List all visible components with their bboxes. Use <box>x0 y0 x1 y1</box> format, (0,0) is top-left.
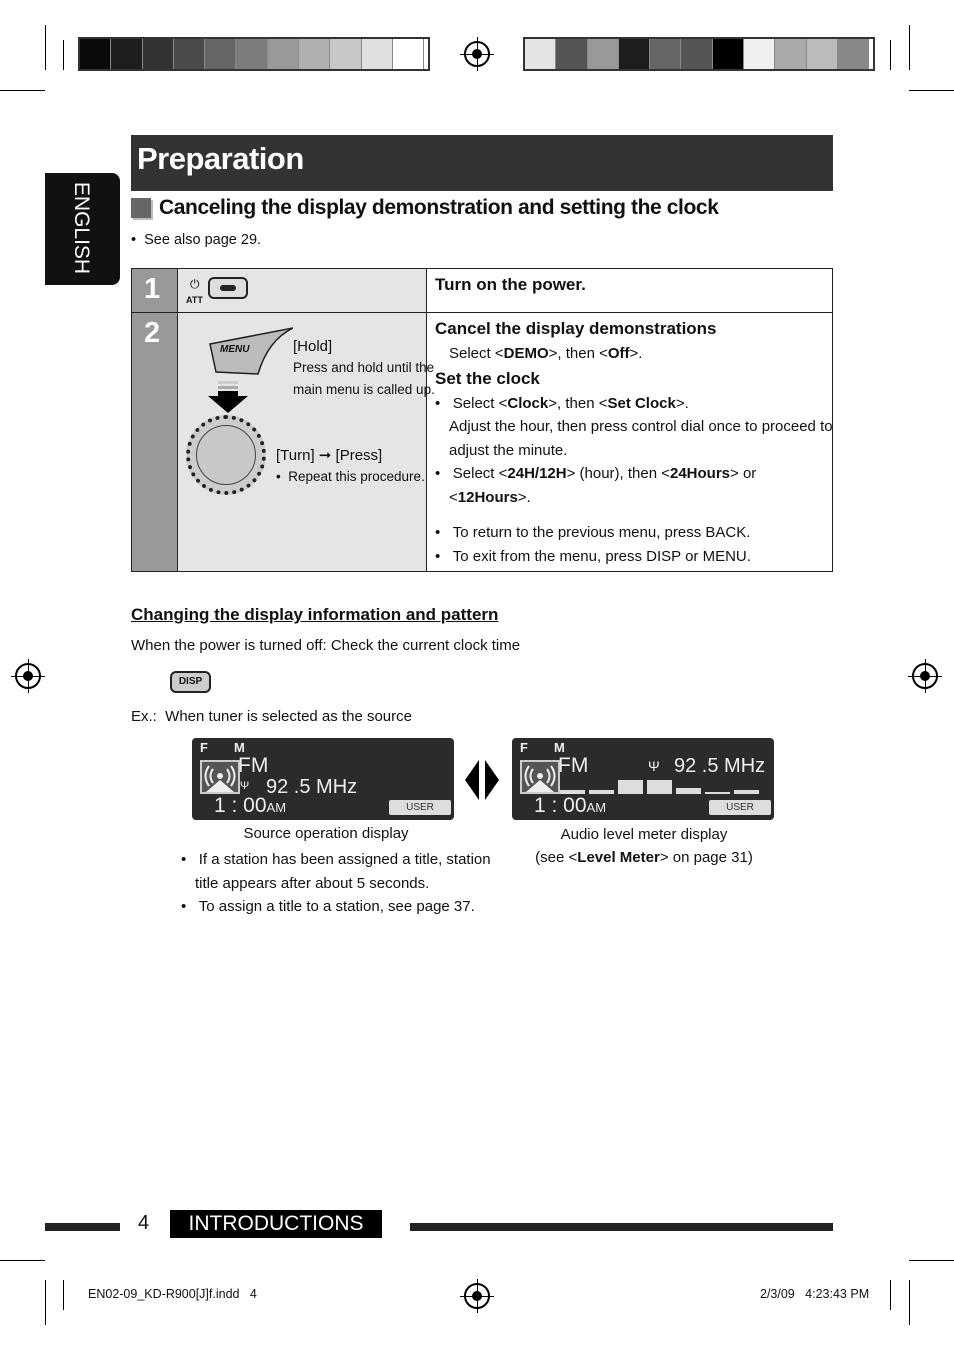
registration-mark-icon <box>15 663 41 689</box>
m-indicator: M <box>234 740 245 755</box>
right-subcaption: (see <Level Meter> on page 31) <box>535 849 753 866</box>
disp-button[interactable]: DISP <box>170 671 211 693</box>
left-bullet: • To assign a title to a station, see page 37. <box>181 898 475 915</box>
right-arrow-icon: ➞ <box>318 447 332 464</box>
crop-mark <box>909 1280 910 1325</box>
source-operation-display <box>192 738 454 820</box>
color-bar-right <box>523 37 875 71</box>
cancel-instruction: Select <DEMO>, then <Off>. <box>449 345 643 362</box>
antenna-icon <box>520 760 560 794</box>
swap-arrows-icon <box>465 760 499 800</box>
control-dial[interactable] <box>186 415 266 495</box>
hold-description: Press and hold until the <box>293 360 435 375</box>
step-number: 2 <box>144 317 161 349</box>
page-number: 4 <box>138 1212 150 1234</box>
step-number-column <box>132 269 177 571</box>
hold-description: main menu is called up. <box>293 382 435 397</box>
hold-label: [Hold] <box>293 338 333 355</box>
clock-step: Adjust the hour, then press control dial once to proceed to <box>449 418 833 435</box>
band-label: FM <box>558 754 589 777</box>
step-illustration-column <box>177 269 435 571</box>
registration-mark-icon <box>464 1283 490 1309</box>
clock-readout: 1 : 00AM <box>214 794 287 817</box>
footer-bar-left <box>45 1223 120 1231</box>
crop-mark <box>909 25 910 70</box>
registration-mark-icon <box>464 41 490 67</box>
crop-mark <box>890 40 891 70</box>
section-label: INTRODUCTIONS <box>170 1210 382 1238</box>
section-square-icon <box>131 198 151 218</box>
language-tab <box>45 173 120 285</box>
step-1-heading: Turn on the power. <box>435 275 586 294</box>
turn-press-label: [Turn] ➞ [Press] <box>276 447 383 464</box>
crop-mark <box>0 90 45 91</box>
menu-button[interactable] <box>208 322 293 377</box>
repeat-note: • Repeat this procedure. <box>276 469 425 484</box>
crop-mark <box>63 40 64 70</box>
menu-note: • To exit from the menu, press DISP or MENU. <box>435 548 751 565</box>
band-label: FM <box>238 754 269 777</box>
audio-level-meter-display <box>512 738 774 820</box>
cancel-heading: Cancel the display demonstrations <box>435 319 717 338</box>
file-name: EN02-09_KD-R900[J]f.indd 4 <box>88 1287 257 1301</box>
language-label: ENGLISH <box>70 181 93 275</box>
signal-icon: Ψ <box>648 758 660 774</box>
example-label: Ex.: When tuner is selected as the source <box>131 708 412 725</box>
user-badge: USER <box>709 800 771 815</box>
crop-mark <box>45 25 46 70</box>
color-bar-left <box>78 37 430 71</box>
down-arrow-icon <box>208 381 248 413</box>
page-title: Preparation <box>131 135 833 191</box>
m-indicator: M <box>554 740 565 755</box>
menu-label: MENU <box>220 344 250 355</box>
left-bullet: • If a station has been assigned a title, station <box>181 851 491 868</box>
section-title: Canceling the display demonstration and setting the clock <box>159 196 719 219</box>
clock-step: • Select <24H/12H> (hour), then <24Hours> or <box>435 465 757 482</box>
menu-note: • To return to the previous menu, press BACK. <box>435 524 751 541</box>
crop-mark <box>909 1260 954 1261</box>
crop-mark <box>909 90 954 91</box>
clock-heading: Set the clock <box>435 369 540 388</box>
att-label: ATT <box>186 295 203 305</box>
clock-step: <12Hours>. <box>449 489 531 506</box>
crop-mark <box>45 1280 46 1325</box>
clock-step: adjust the minute. <box>449 442 568 459</box>
step-number: 1 <box>144 273 161 305</box>
display-info-intro: When the power is turned off: Check the current clock time <box>131 637 521 654</box>
footer-bar-right <box>410 1223 833 1231</box>
user-badge: USER <box>389 800 451 815</box>
level-meter-bars <box>560 780 759 794</box>
steps-table <box>131 268 833 572</box>
see-also-note: • See also page 29. <box>131 232 262 248</box>
right-caption: Audio level meter display <box>560 826 728 843</box>
f-indicator: F <box>200 740 208 755</box>
antenna-icon <box>200 760 240 794</box>
left-caption: Source operation display <box>243 825 409 842</box>
frequency: 92 .5 MHz <box>266 776 358 798</box>
crop-mark <box>0 1260 45 1261</box>
left-bullet: title appears after about 5 seconds. <box>195 875 430 892</box>
clock-step: • Select <Clock>, then <Set Clock>. <box>435 395 689 412</box>
power-icon: ⏻ <box>190 277 200 291</box>
power-button[interactable] <box>208 277 248 299</box>
crop-mark <box>890 1280 891 1310</box>
f-indicator: F <box>520 740 528 755</box>
signal-icon: Ψ <box>240 780 250 792</box>
step-text-column <box>427 269 832 571</box>
registration-mark-icon <box>912 663 938 689</box>
display-info-heading: Changing the display information and pattern <box>131 605 499 624</box>
print-date: 2/3/09 4:23:43 PM <box>760 1287 870 1301</box>
frequency: 92 .5 MHz <box>674 755 766 777</box>
clock-readout: 1 : 00AM <box>534 794 607 817</box>
crop-mark <box>63 1280 64 1310</box>
